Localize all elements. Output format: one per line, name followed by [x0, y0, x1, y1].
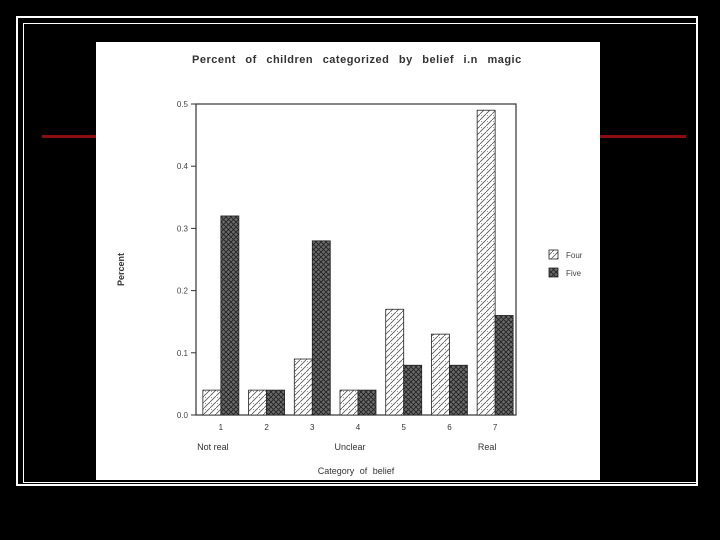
- bar-four-1: [203, 390, 221, 415]
- bar-five-3: [312, 241, 330, 415]
- y-tick-label: 0.1: [176, 348, 188, 358]
- x-group-label: Real: [477, 442, 497, 452]
- plot-frame: [196, 104, 516, 415]
- x-axis-label: Category of belief: [317, 466, 395, 476]
- bar-four-3: [294, 359, 312, 415]
- legend-swatch-five: [549, 268, 558, 277]
- bar-five-6: [449, 365, 467, 415]
- legend-label-five: Five: [566, 269, 582, 278]
- x-tick-label: 5: [401, 423, 406, 432]
- chart-title: Percent of children categorized by belief i.n magic: [192, 54, 522, 66]
- x-group-label: Unclear: [334, 442, 366, 452]
- x-group-label: Not real: [197, 442, 229, 452]
- bar-four-2: [249, 390, 267, 415]
- y-tick-label: 0.5: [176, 100, 188, 109]
- x-tick-label: 7: [492, 423, 498, 432]
- x-tick-label: 4: [355, 423, 361, 432]
- bar-four-4: [340, 390, 358, 415]
- x-tick-label: 6: [447, 423, 452, 432]
- y-tick-label: 0.4: [176, 162, 188, 172]
- bar-four-6: [431, 334, 449, 415]
- bar-five-1: [221, 216, 239, 415]
- y-tick-label: 0.3: [176, 224, 188, 234]
- y-axis-label: Percent: [116, 252, 126, 287]
- y-tick-label: 0.2: [176, 286, 188, 296]
- bar-five-7: [495, 315, 513, 415]
- x-tick-label: 3: [310, 423, 315, 432]
- accent-line-right: [600, 135, 686, 138]
- scanned-chart-image: [96, 42, 600, 480]
- y-tick-label: 0.0: [176, 411, 188, 420]
- bar-five-4: [358, 390, 376, 415]
- legend-label-four: Four: [566, 251, 583, 260]
- accent-line-left: [42, 135, 97, 138]
- bar-four-7: [477, 110, 495, 415]
- x-tick-label: 1: [218, 423, 224, 432]
- x-tick-label: 2: [264, 423, 269, 432]
- bar-chart: [96, 42, 600, 480]
- bar-five-5: [404, 365, 422, 415]
- bar-five-2: [267, 390, 285, 415]
- legend-swatch-four: [549, 250, 558, 259]
- bar-four-5: [386, 309, 404, 415]
